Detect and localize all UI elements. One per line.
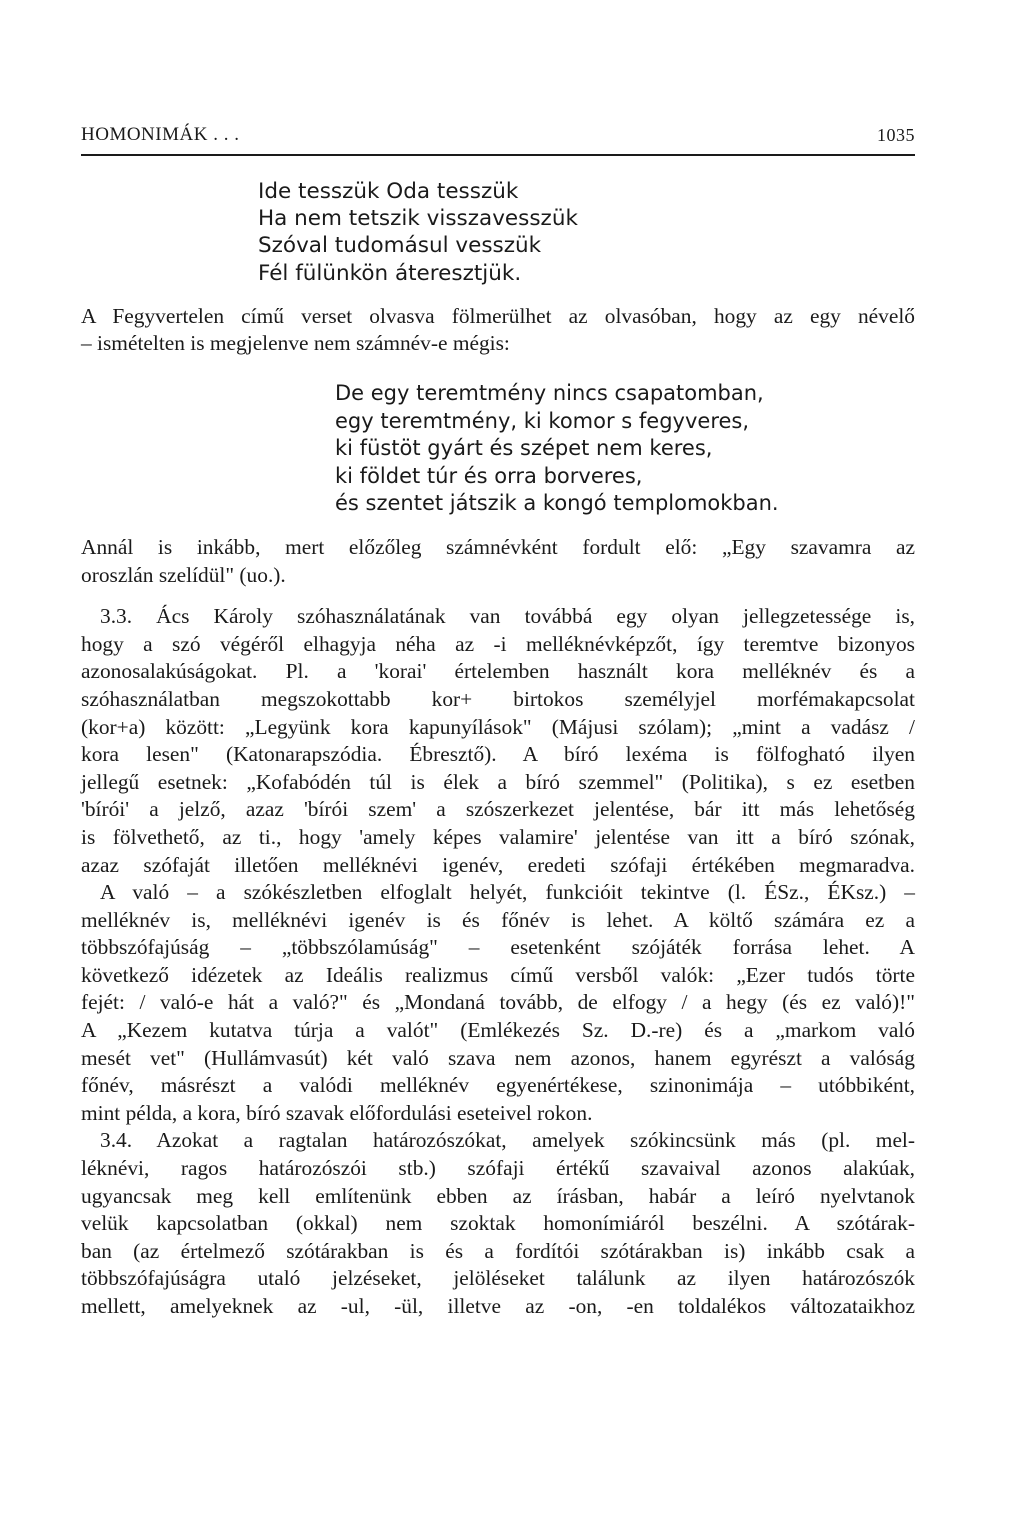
text-line: A Fegyvertelen című verset olvasva fölmerülhet az olvasóban, hogy az egy névelő [81,303,915,328]
section-3-4-body [81,1155,915,1321]
text-line: léknévi, ragos határozószói stb.) szófaji értékű szavaival azonos alakúak, [81,1156,915,1181]
text-line: főnév, másrészt a valódi melléknév egyenértékese, szinonimája – utóbbiként, [81,1073,915,1098]
running-title: HOMONIMÁK . . . [81,124,240,145]
poem-quote-2 [335,380,915,518]
poem-line: Szóval tudomásul vesszük [258,233,542,259]
section-3-3 [100,603,915,631]
poem-quote-1 [258,178,915,287]
paragraph-valo-head [100,879,915,907]
text-line: ugyancsak meg kell említenünk ebben az írásban, habár a leíró nyelvtanok [81,1183,915,1208]
text-line: mellett, amelyeknek az -ul, -ül, illetve az -on, -en toldalékos változataikhoz [81,1294,915,1318]
paragraph-valo [81,907,915,1128]
poem-line: ki füstöt gyárt és szépet nem keres, [335,436,713,461]
poem-line: Ide tesszük Oda tesszük [258,179,519,204]
poem-line: De egy teremtmény nincs csapatomban, [335,381,764,405]
running-header [81,124,915,156]
text-line: jellegű esetnek: „Kofabódén túl is élek a bíró szemmel" (Politika), s ez esetben [81,769,915,794]
page-number: 1035 [877,125,915,145]
text-line: oroszlán szelídül" (uo.). [81,562,286,587]
section-3-3-body [81,631,915,879]
text-line: A való – a szókészletben elfoglalt helyét, funkcióit tekintve (l. ÉSz., ÉKsz.) – [100,880,915,905]
text-line: ban (az értelmező szótárakban is és a fordítói szótárakban is) inkább csak a [81,1238,915,1263]
poem-line: egy teremtmény, ki komor s fegyveres, [335,408,750,433]
text-line: A „Kezem kutatva túrja a valót" (Emlékezés Sz. D.-re) és a „markom való [81,1018,915,1043]
text-line: többszófajúságra utaló jelzéseket, jelöléseket találunk az ilyen határozószók [81,1266,915,1291]
text-line: következő idézetek az Ideális realizmus című versből valók: „Ezer tudós törte [81,962,915,987]
text-line: mesét vet" (Hullámvasút) két való szava nem azonos, hanem egyrészt a valóság [81,1045,915,1070]
text-line: melléknév is, melléknévi igenév is és főnév is lehet. A költő számára ez a [81,907,915,932]
poem-line: ki földet túr és orra borveres, [335,463,643,488]
poem-line: és szentet játszik a kongó templomokban. [335,491,779,516]
poem-line: Fél fülünkön áteresztjük. [258,260,522,286]
text-line: azaz szófaját illetően melléknévi igenév, eredeti szófaji értékében megmaradva. [81,852,915,877]
text-line: kora lesen" (Katonarapszódia. Ébresztő). A bíró lexéma is fölfogható ilyen [81,742,915,767]
section-3-4 [100,1127,915,1155]
poem-line: Ha nem tetszik visszavesszük [258,206,578,232]
text-line: hogy a szó végéről elhagyja néha az -i melléknévképzőt, így teremtve bizonyos [81,631,915,656]
text-line: fejét: / való-e hát a való?" és „Mondaná tovább, de elfogy / a hegy (és ez való)!" [81,990,915,1015]
text-line: velük kapcsolatban (okkal) nem szoktak homonímiáról beszélni. A szótárak- [81,1211,915,1236]
text-line: (kor+a) között: „Legyünk kora kapunyílások" (Májusi szólam); „mint a vadász / [81,714,915,739]
text-line: 3.4. Azokat a ragtalan határozószókat, amelyek szókincsünk más (pl. mel- [100,1128,915,1153]
text-line: Annál is inkább, mert előzőleg számnévként fordult elő: „Egy szavamra az [81,534,915,559]
text-line: szóhasználatban megszokottabb kor+ birtokos személyjel morfémakapcsolat [81,686,915,711]
paragraph-annal [81,534,915,589]
text-line: is fölvethető, az ti., hogy 'amely képes valamire' jelentése van itt a bíró szónak, [81,824,915,849]
paragraph-fegyvertelen [81,303,915,358]
document-page [81,124,915,1321]
text-line: azonosalakúságokat. Pl. a 'korai' értelemben használt kora melléknév és a [81,659,915,684]
text-line: mint példa, a kora, bíró szavak előfordulási eseteivel rokon. [81,1100,593,1125]
text-line: 'bírói' a jelző, azaz 'bírói szem' a szószerkezet jelentése, bár itt más lehetőség [81,797,915,822]
text-line: – ismételten is megjelenve nem számnév-e mégis: [81,331,510,356]
text-line: 3.3. Ács Károly szóhasználatának van továbbá egy olyan jellegzetessége is, [100,604,915,629]
text-line: többszófajúság – „többszólamúság" – esetenként szójáték forrása lehet. A [81,935,915,960]
